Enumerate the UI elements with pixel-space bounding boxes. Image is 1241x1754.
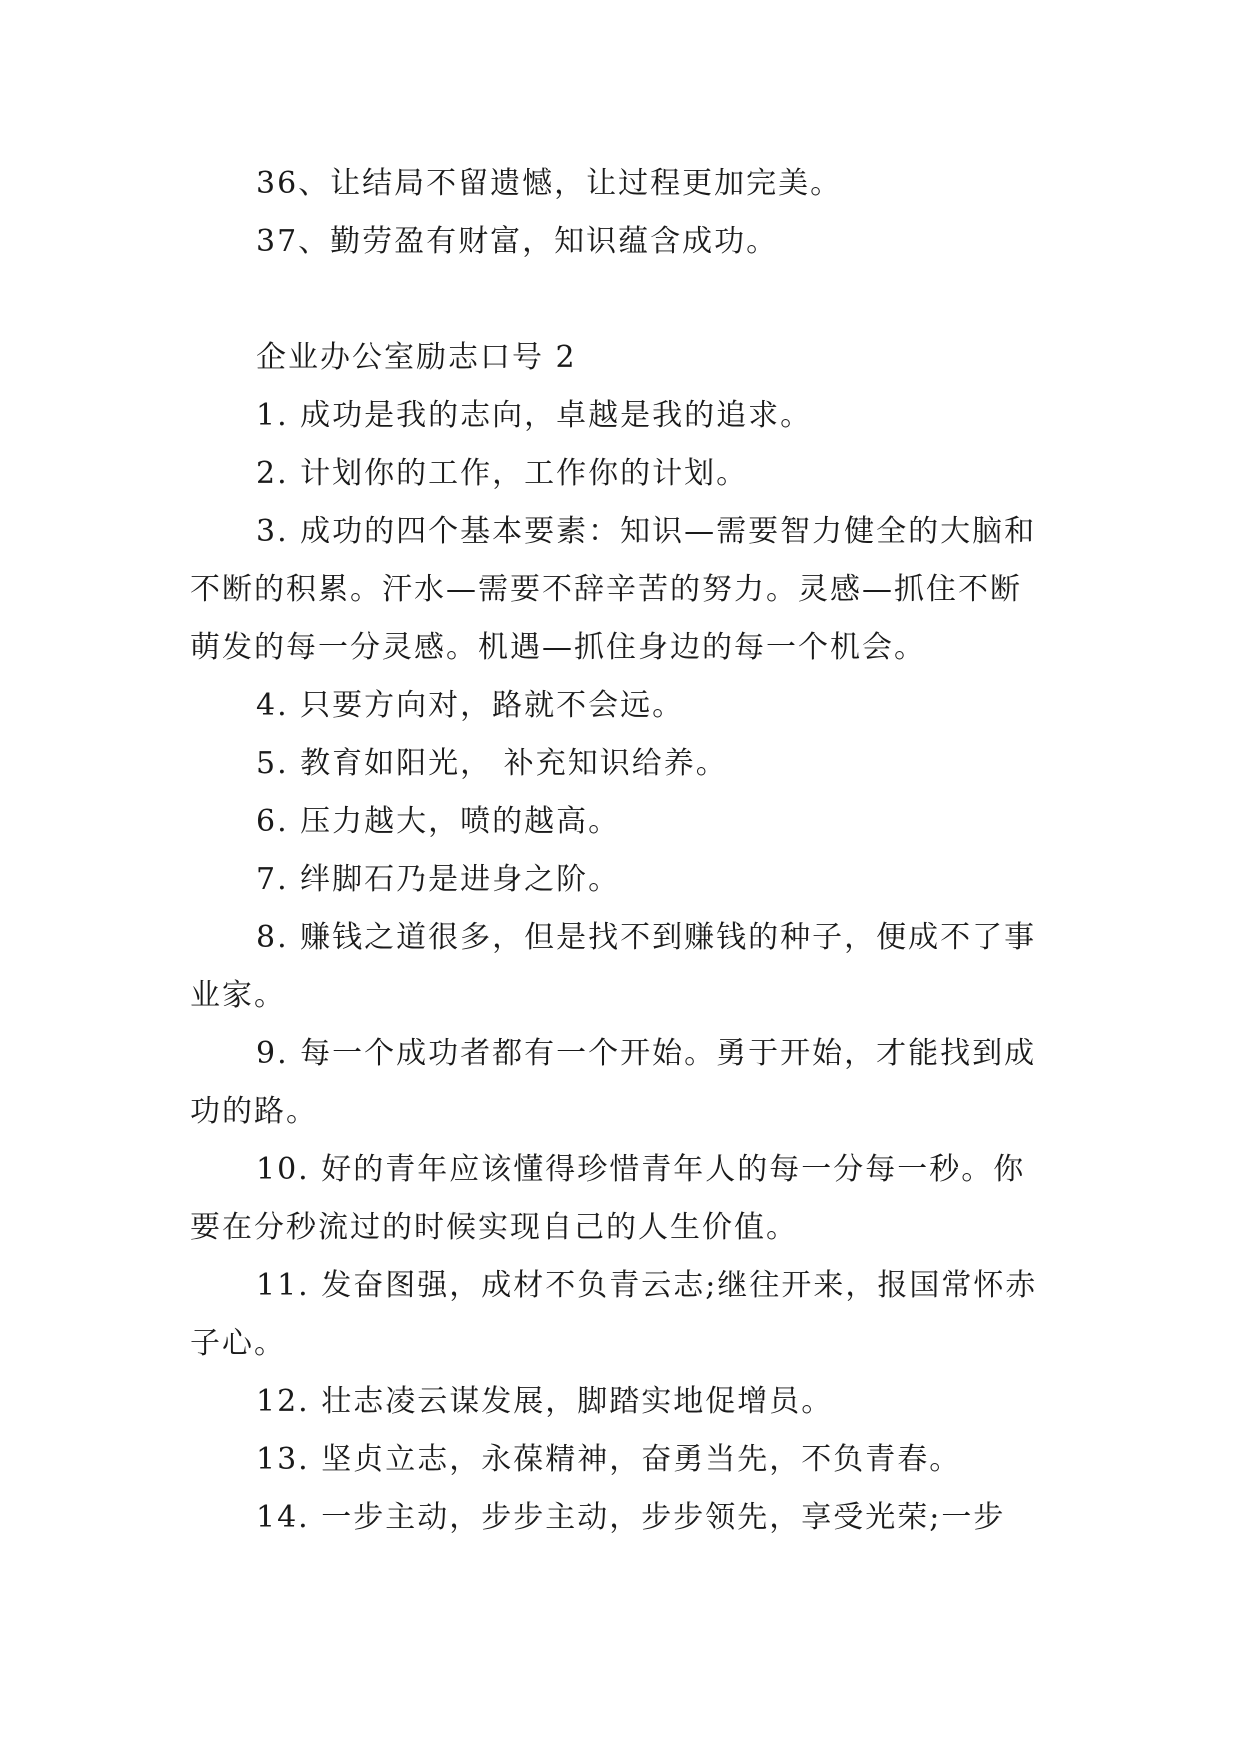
list-item: 9. 每一个成功者都有一个开始。勇于开始，才能找到成功的路。 xyxy=(190,1036,1037,1129)
list-item: 14. 一步主动，步步主动，步步领先，享受光荣;一步 xyxy=(256,1500,1006,1535)
list-item: 2. 计划你的工作，工作你的计划。 xyxy=(256,456,749,491)
list-item: 11. 发奋图强，成材不负青云志;继往开来，报国常怀赤子心。 xyxy=(190,1268,1038,1361)
list-item: 8. 赚钱之道很多，但是找不到赚钱的种子，便成不了事业家。 xyxy=(190,920,1037,1013)
list-item: 6. 压力越大，喷的越高。 xyxy=(256,804,621,839)
list-item: 3. 成功的四个基本要素：知识—需要智力健全的大脑和不断的积累。汗水—需要不辞辛苦的努力。灵感—抓住不断萌发的每一分灵感。机遇—抓住身边的每一个机会。 xyxy=(190,514,1037,665)
document-page xyxy=(190,155,1050,1547)
list-item: 4. 只要方向对，路就不会远。 xyxy=(256,688,685,723)
list-item: 1. 成功是我的志向，卓越是我的追求。 xyxy=(256,398,813,433)
list-item: 12. 壮志凌云谋发展，脚踏实地促增员。 xyxy=(256,1384,834,1419)
list-item: 37、勤劳盈有财富，知识蕴含成功。 xyxy=(256,224,779,259)
list-item: 5. 教育如阳光， 补充知识给养。 xyxy=(256,746,728,781)
list-item: 36、让结局不留遗憾，让过程更加完美。 xyxy=(256,166,843,201)
list-item: 7. 绊脚石乃是进身之阶。 xyxy=(256,862,621,897)
section-title: 企业办公室励志口号 2 xyxy=(256,340,577,375)
list-item: 13. 坚贞立志，永葆精神，奋勇当先，不负青春。 xyxy=(256,1442,962,1477)
list-item: 10. 好的青年应该懂得珍惜青年人的每一分每一秒。你要在分秒流过的时候实现自己的人生价值。 xyxy=(190,1152,1026,1245)
